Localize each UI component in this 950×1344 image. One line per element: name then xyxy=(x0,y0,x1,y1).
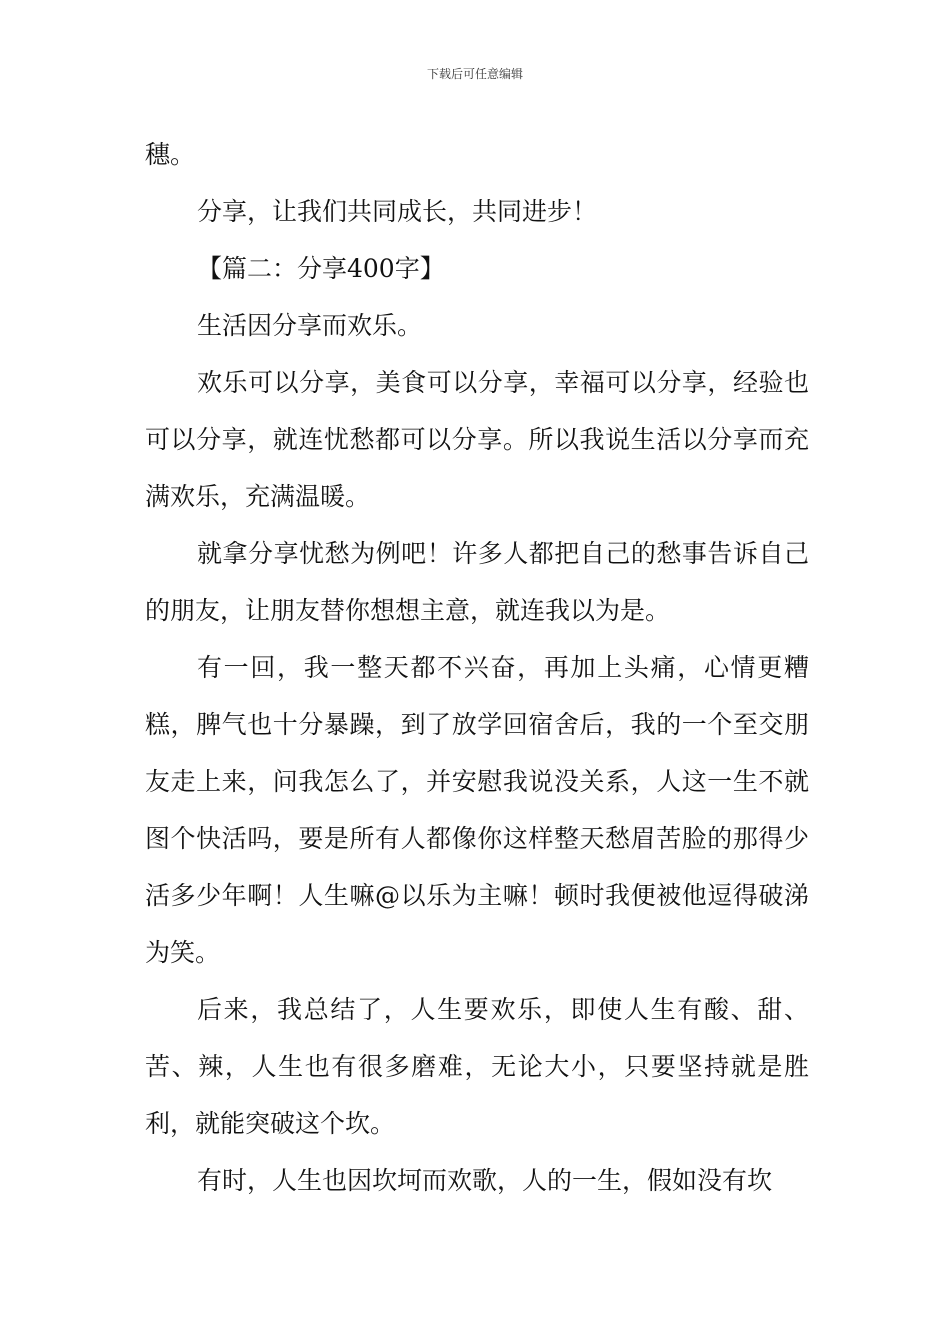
paragraph: 有一回，我一整天都不兴奋，再加上头痛，心情更糟糕，脾气也十分暴躁，到了放学回宿舍后，我的一个至交朋友走上来，问我怎么了，并安慰我说没关系，人这一生不就图个快活吗，要是所有人都像你这样整天愁眉苦脸的那得少活多少年啊！人生嘛@以乐为主嘛！顿时我便被他逗得破涕为笑。 xyxy=(145,653,809,967)
paragraph: 生活因分享而欢乐。 xyxy=(197,311,423,340)
paragraph: 就拿分享忧愁为例吧！许多人都把自己的愁事告诉自己的朋友，让朋友替你想想主意，就连我以为是。 xyxy=(145,539,809,625)
paragraph: 分享，让我们共同成长，共同进步！ xyxy=(197,197,598,226)
paragraph: 后来，我总结了，人生要欢乐，即使人生有酸、甜、苦、辣，人生也有很多磨难，无论大小，只要坚持就是胜利，就能突破这个坎。 xyxy=(145,995,809,1138)
section-heading: 【篇二：分享400字】 xyxy=(197,254,445,283)
document-body xyxy=(145,126,809,1209)
paragraph: 有时，人生也因坎坷而欢歌，人的一生，假如没有坎 xyxy=(197,1166,773,1195)
page-header: 下载后可任意编辑 xyxy=(426,67,523,81)
paragraph: 穗。 xyxy=(145,140,196,169)
paragraph: 欢乐可以分享，美食可以分享，幸福可以分享，经验也可以分享，就连忧愁都可以分享。所以我说生活以分享而充满欢乐，充满温暖。 xyxy=(145,368,809,511)
